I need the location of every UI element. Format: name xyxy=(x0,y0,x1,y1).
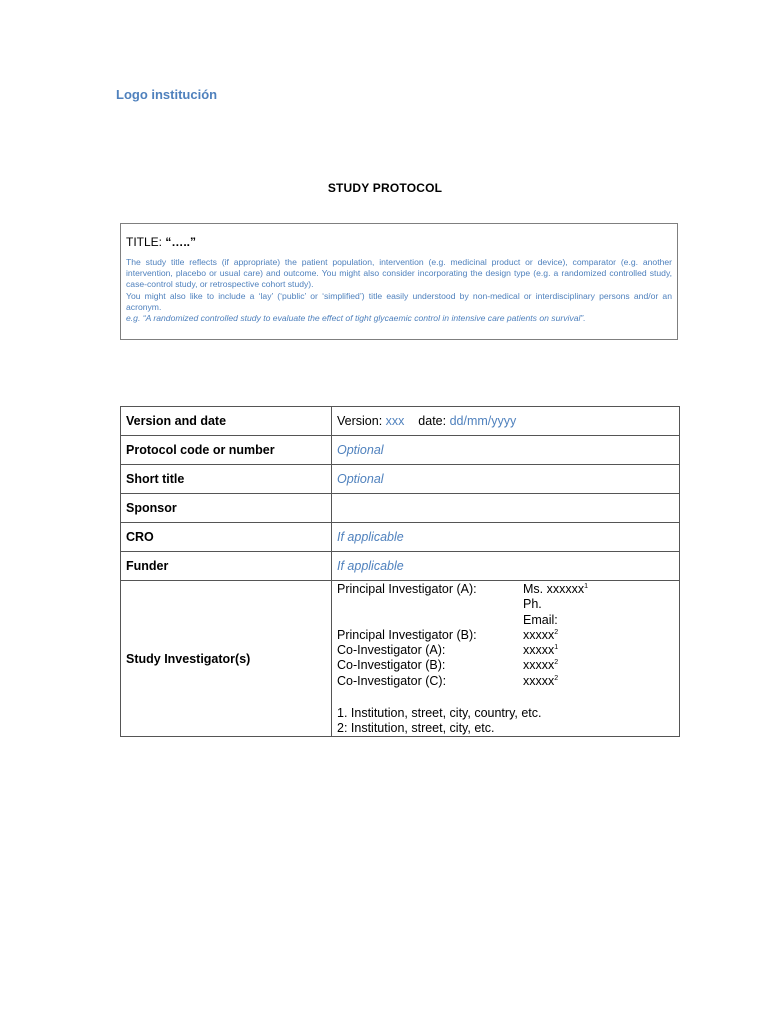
date-value: dd/mm/yyyy xyxy=(449,414,517,428)
investigators-cell xyxy=(332,581,680,737)
short-title-label: Short title xyxy=(121,465,332,494)
institution-logo-placeholder: Logo institución xyxy=(116,87,218,102)
protocol-code-label: Protocol code or number xyxy=(121,436,332,465)
table-row xyxy=(121,465,680,494)
short-title-value: Optional xyxy=(332,465,680,494)
institution-1: 1. Institution, street, city, country, etc. xyxy=(337,706,542,721)
title-label: TITLE: xyxy=(126,235,166,249)
title-hint-example: e.g. “A randomized controlled study to evaluate the effect of tight glycaemic control in intensive care patients on survival”. xyxy=(126,313,586,324)
title-hint-2: You might also like to include a ‘lay’ (‘public’ or ‘simplified’) title easily understood by non-medical or interdisciplinary persons and/or an acronym. xyxy=(126,290,672,312)
sponsor-value xyxy=(332,494,680,523)
title-hint-1: The study title reflects (if appropriate) the patient population, intervention (e.g. medicinal product or device), comparator (e.g. another intervention, placebo or usual care) and outcome. You might also consider incorporating the design type (e.g. a randomized controlled study, case-control study, or retrospective cohort study). xyxy=(126,257,672,290)
cro-value: If applicable xyxy=(332,523,680,552)
investigators-list xyxy=(337,581,674,691)
institution-2: 2: Institution, street, city, etc. xyxy=(337,721,495,736)
pi-a-email: Email: xyxy=(523,612,558,627)
table-row xyxy=(121,581,680,737)
version-prefix: Version: xyxy=(337,414,386,428)
co-a-label: Co-Investigator (A): xyxy=(337,643,446,658)
pi-a-name: Ms. xxxxxx$^1$ xyxy=(523,582,589,596)
version-cell xyxy=(332,407,680,436)
co-a-name: xxxxx$^1$ xyxy=(523,643,559,658)
co-c-label: Co-Investigator (C): xyxy=(337,673,447,688)
sponsor-label: Sponsor xyxy=(121,494,332,523)
co-c-name: xxxxx$^2$ xyxy=(523,673,559,688)
title-value: “…..” xyxy=(165,235,197,249)
table-row xyxy=(121,552,680,581)
investigators-label: Study Investigator(s) xyxy=(121,581,332,737)
date-prefix: date: xyxy=(418,414,450,428)
protocol-code-value: Optional xyxy=(332,436,680,465)
version-label: Version and date xyxy=(121,407,332,436)
table-row xyxy=(121,407,680,436)
title-line xyxy=(126,235,672,249)
table-row xyxy=(121,436,680,465)
table-row xyxy=(121,523,680,552)
version-value: xxx xyxy=(385,414,405,428)
cro-label: CRO xyxy=(121,523,332,552)
pi-b-label: Principal Investigator (B): xyxy=(337,627,477,642)
protocol-info-table xyxy=(120,406,680,737)
table-row xyxy=(121,494,680,523)
pi-a-label: Principal Investigator (A): xyxy=(337,582,477,596)
funder-value: If applicable xyxy=(332,552,680,581)
title-box xyxy=(120,223,678,340)
pi-a-phone: Ph. xyxy=(523,597,542,612)
funder-label: Funder xyxy=(121,552,332,581)
co-b-name: xxxxx$^2$ xyxy=(523,658,559,673)
document-heading: STUDY PROTOCOL xyxy=(327,181,443,195)
pi-b-name: xxxxx$^2$ xyxy=(523,627,559,642)
co-b-label: Co-Investigator (B): xyxy=(337,658,446,673)
